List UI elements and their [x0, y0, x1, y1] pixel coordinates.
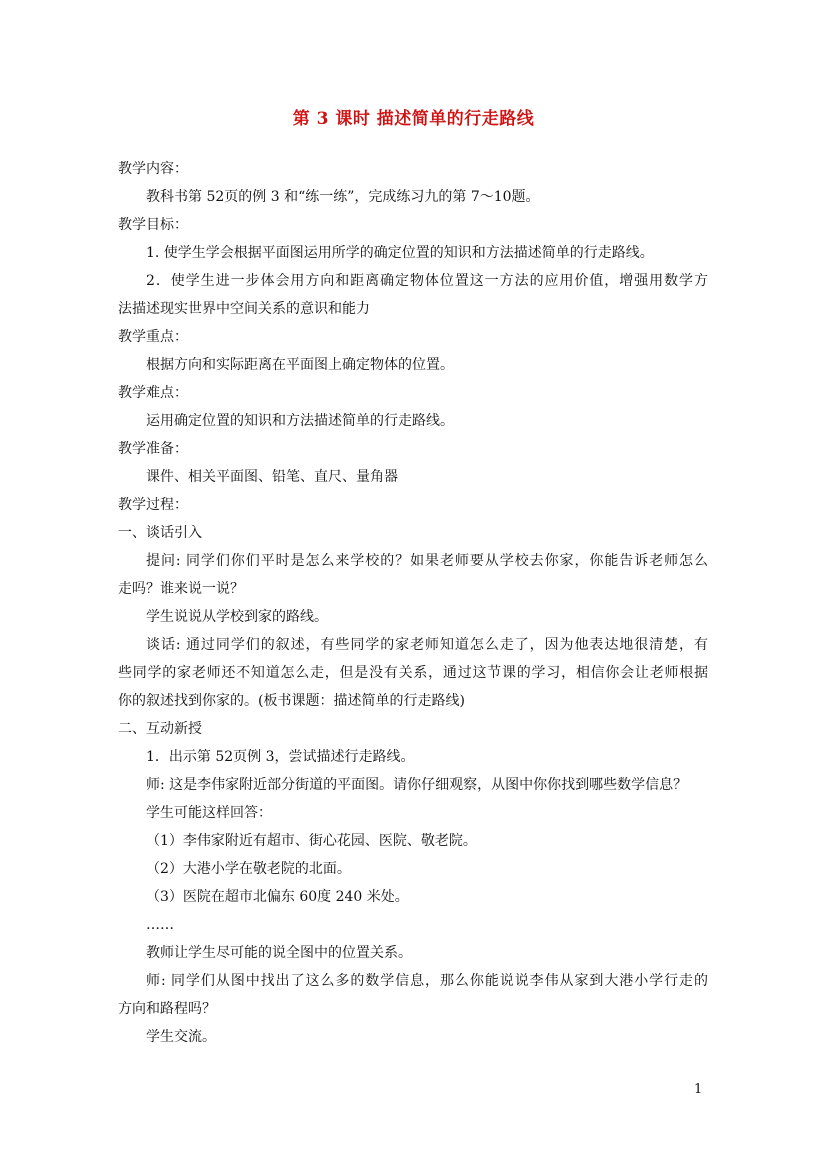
section-heading-process: 教学过程：: [118, 497, 188, 513]
subsection-heading: 二、互动新授: [118, 721, 202, 737]
paragraph-continuation: 走吗？谁来说一说？: [118, 581, 244, 597]
section-heading-preparation: 教学准备：: [118, 441, 188, 457]
paragraph: 教师让学生尽可能的说全图中的位置关系。: [146, 945, 412, 961]
paragraph: 1．出示第 52页例 3，尝试描述行走路线。: [146, 749, 415, 765]
paragraph: 课件、相关平面图、铅笔、直尺、量角器: [146, 469, 398, 485]
paragraph-continuation: 法描述现实世界中空间关系的意识和能力: [118, 301, 370, 317]
paragraph: 教科书第 52页的例 3 和“练一练”，完成练习九的第 7～10题。: [146, 189, 540, 205]
subsection-heading: 一、谈话引入: [118, 525, 202, 541]
paragraph: 运用确定位置的知识和方法描述简单的行走路线。: [146, 413, 454, 429]
section-heading-difficulties: 教学难点：: [118, 385, 188, 401]
page-number: 1: [694, 1082, 703, 1097]
paragraph: 学生说说从学校到家的路线。: [146, 609, 328, 625]
document-body: [118, 155, 708, 1051]
list-item: （2）大港小学在敬老院的北面。: [146, 861, 351, 877]
paragraph: 2．使学生进一步体会用方向和距离确定物体位置这一方法的应用价值，增强用数学方: [146, 273, 708, 289]
paragraph: 学生交流。: [146, 1029, 216, 1045]
section-heading-content: 教学内容：: [118, 161, 188, 177]
lesson-title: 第 3 课时 描述简单的行走路线: [292, 109, 535, 129]
paragraph-continuation: 方向和路程吗？: [118, 1001, 216, 1017]
paragraph: 师: 同学们从图中找出了这么多的数学信息，那么你能说说李伟从家到大港小学行走的: [146, 973, 708, 989]
paragraph: 学生可能这样回答：: [146, 805, 272, 821]
paragraph-continuation: 你的叙述找到你家的。(板书课题：描述简单的行走路线): [118, 693, 465, 709]
list-item: （3）医院在超市北偏东 60度 240 米处。: [146, 889, 409, 905]
paragraph: 1. 使学生学会根据平面图运用所学的确定位置的知识和方法描述简单的行走路线。: [146, 245, 654, 261]
paragraph: 提问: 同学们你们平时是怎么来学校的？如果老师要从学校去你家，你能告诉老师怎么: [146, 553, 708, 569]
list-item: （1）李伟家附近有超市、街心花园、医院、敬老院。: [146, 833, 477, 849]
paragraph: 师: 这是李伟家附近部分街道的平面图。请你仔细观察，从图中你你找到哪些数学信息？: [146, 777, 688, 793]
paragraph-continuation: 些同学的家老师还不知道怎么走，但是没有关系，通过这节课的学习，相信你会让老师根据: [118, 665, 708, 681]
ellipsis: ……: [146, 917, 174, 933]
section-heading-key-points: 教学重点：: [118, 329, 188, 345]
section-heading-goals: 教学目标：: [118, 217, 188, 233]
paragraph: 根据方向和实际距离在平面图上确定物体的位置。: [146, 357, 454, 373]
paragraph: 谈话: 通过同学们的叙述，有些同学的家老师知道怎么走了，因为他表达地很清楚，有: [146, 637, 708, 653]
